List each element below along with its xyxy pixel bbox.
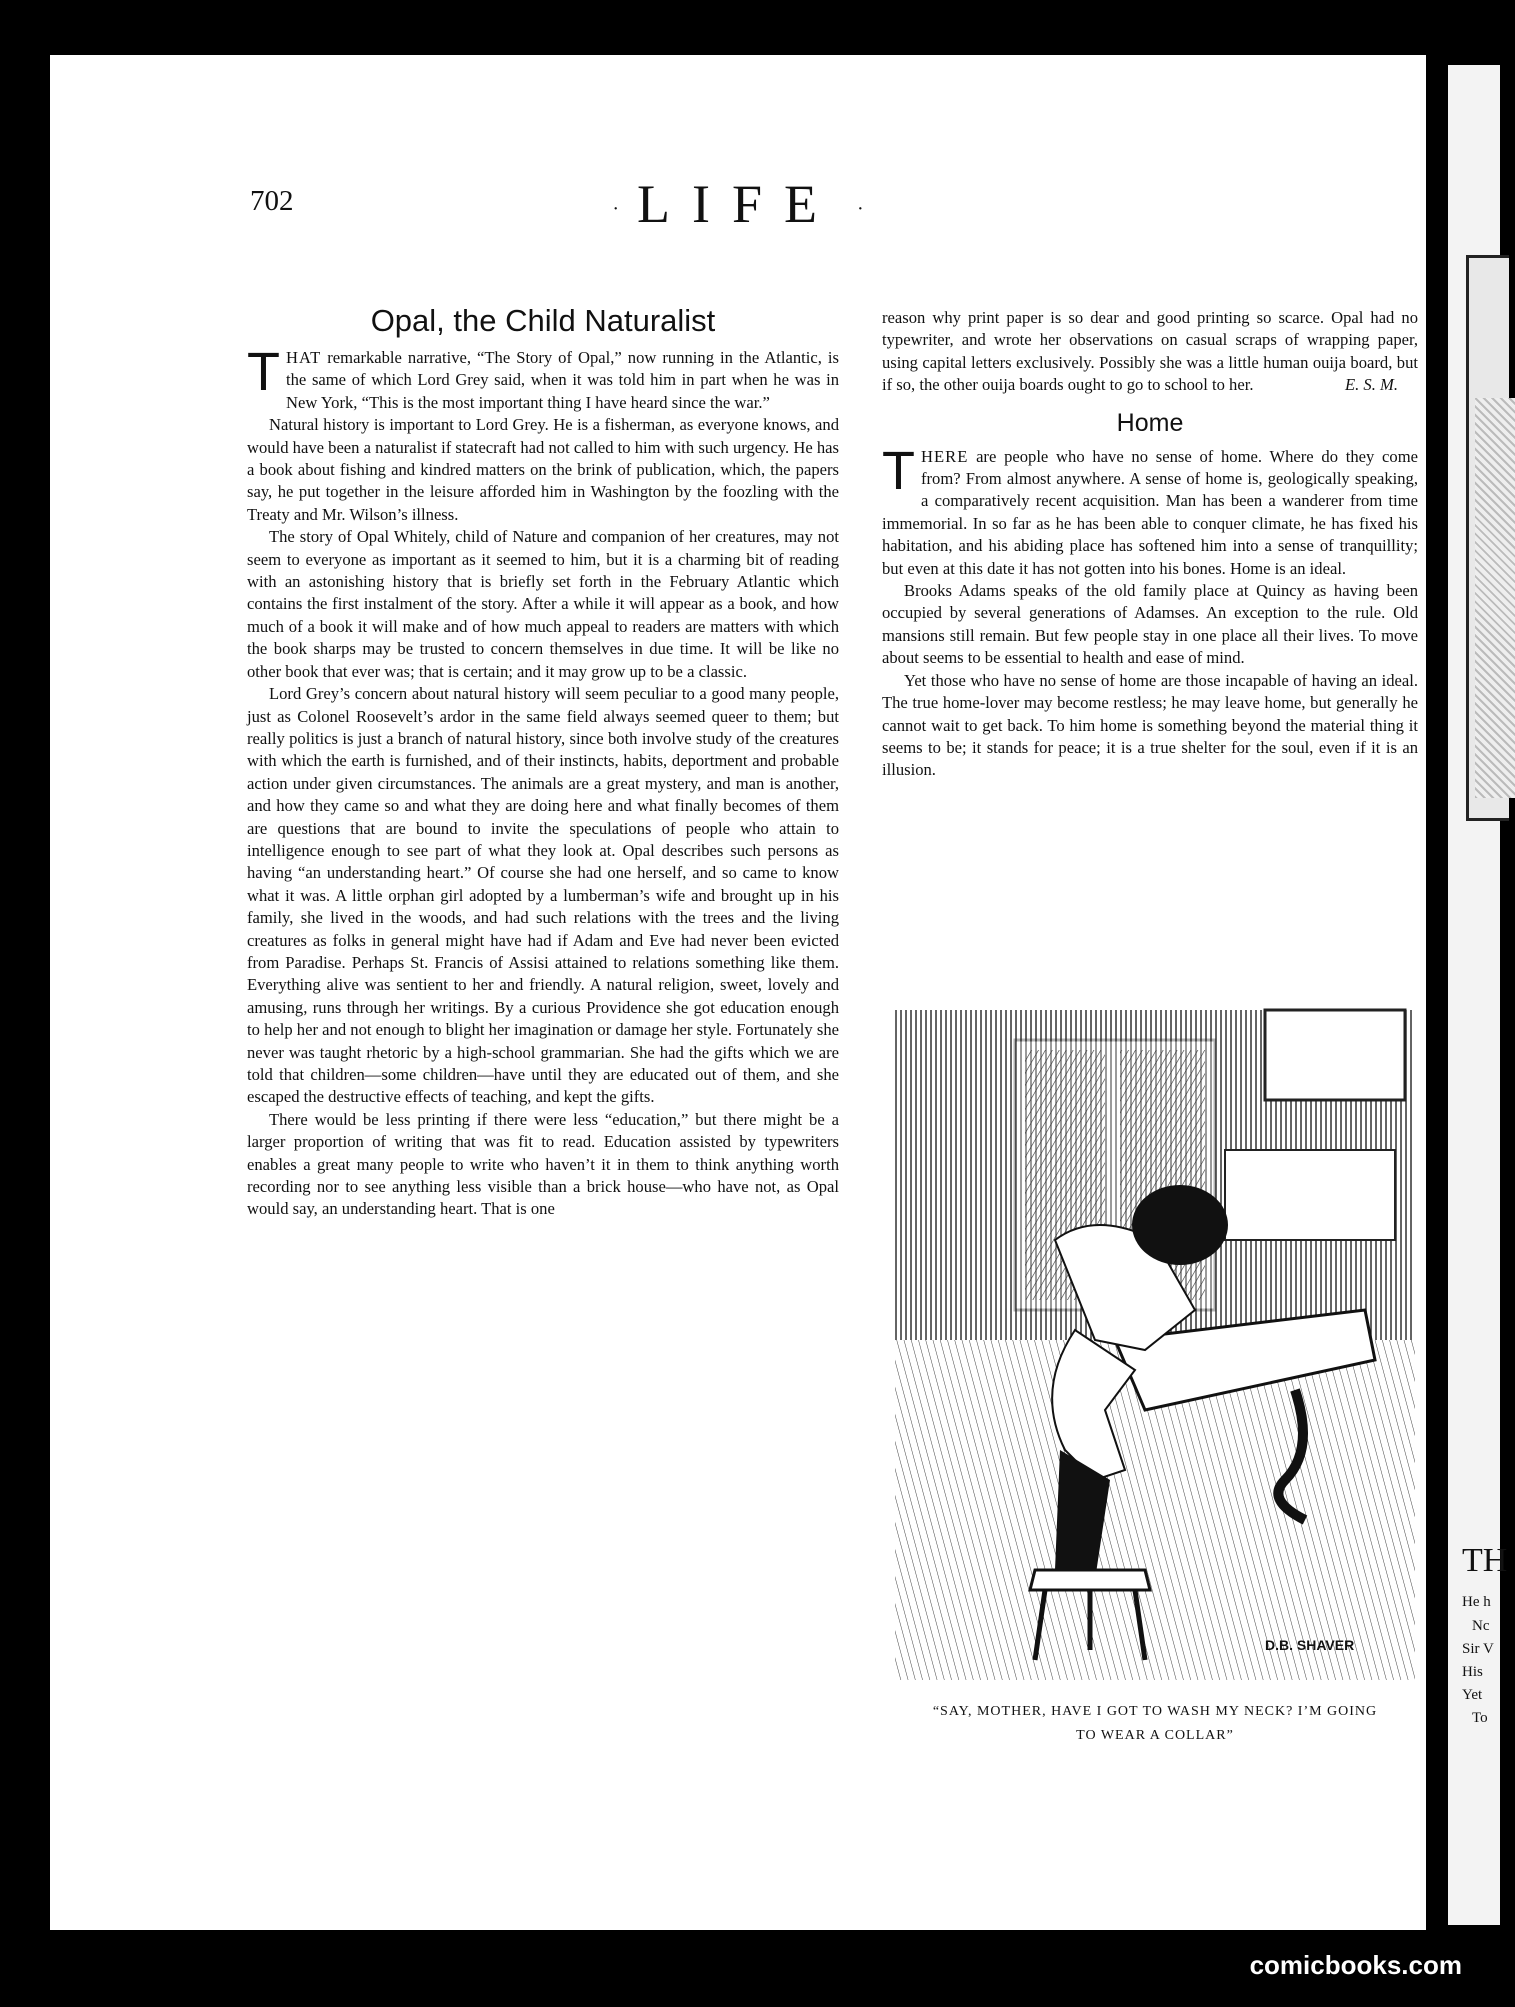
boy-head [1132, 1185, 1228, 1265]
article1-paragraph-2: Natural history is important to Lord Grey. He is a fisherman, as everyone knows, and would have been a naturalist if statecraft had not called to him with such urgency. He has a book about fishing and kindred matters on the brink of publication, which, the papers say, he put together in the leisure afforded him in Washington by the foozling with the Treaty and Mr. Wilson’s illness. [247, 415, 839, 524]
adjacent-illustration-frame [1466, 255, 1509, 821]
watermark: comicbooks.com [1249, 1950, 1462, 1980]
article-title-home: Home [1116, 408, 1184, 437]
author-signature: E. S. M. [1345, 375, 1398, 395]
page-number: 702 [250, 185, 294, 217]
article1-paragraph-5: There would be less printing if there were less “education,” but there might be a larger proportion of writing that was fit to read. Education assisted by typewriters enables a great many people to write who haven’t it in them to think anything worth recording nor to see anything less visible than a brick house—who have not, as Opal would say, an understanding heart. That is one [247, 1109, 839, 1219]
article1-paragraph-4: Lord Grey’s concern about natural history will seem peculiar to a good many people, just as Colonel Roosevelt’s ardor in the same field always seemed queer to them; but really politics is just a branch of natural history, since both involve study of the creatures with which the earth is furnished, and of their instincts, habits, deportment and probable action under given circumstances. The animals are a great mystery, and man is another, and how they came so and what they are doing here and what finally becomes of them are questions that are bound to invite the speculations of people who attain to intelligence enough to see part of what they look at. Opal describes such persons as having “an understanding heart.” Of course she had one herself, and so came to know what it was. A little orphan girl adopted by a lumberman’s wife and brought up in his family, she lived in the woods, and had such relations with the trees and the living creatures as folks in general might have had if Adam and Eve had never been evicted from Paradise. Perhaps St. Francis of Assisi attained to relations something like them. Everything alive was sentient to her and friendly. A natural religion, sweet, lovely and amusing, runs through her writings. By a curious Providence she got education enough to help her and not enough to blight her imagination or damage her style. Fortunately she never was taught rhetoric by a high-school grammarian. She had the gifts which we are told that children—some children—have until they are educated out of them, and she escaped the destructive effects of teaching, and kept the gifts. [247, 684, 839, 1107]
right-column [882, 307, 1418, 782]
drop-cap: T [247, 342, 280, 402]
masthead: · LIFE · [612, 174, 864, 234]
article2-paragraph-1: THERE are people who have no sense of home. Where do they come from? From almost anywhere. A sense of home is, geologically speaking, a comparatively recent acquisition. Man has been a wanderer from time immemorial. In so far as he has been able to conquer climate, he has fixed his habitation, and his abiding place has softened him into a sense of tranquillity; but even at this date it has not gotten into his bones. Home is an ideal. [882, 440, 1418, 578]
article2-paragraph-3: Yet those who have no sense of home are those incapable of having an ideal. The true home-lover may become restless; he may leave home, but generally he cannot wait to get back. To him home is something beyond the material thing it seems to be; it stands for peace; it is a true shelter for the soul, even if it is an illusion. [882, 670, 1418, 780]
masthead-title: LIFE [637, 174, 839, 234]
article1-paragraph-6: reason why print paper is so dear and good printing so scarce. Opal had no typewriter, and wrote her observations on casual scraps of wrapping paper, using capital letters exclusively. Possibly she was a little human ouija board, but if so, the other ouija boards ought to go to school to her. E. S. M. [882, 307, 1418, 397]
article2-paragraph-2: Brooks Adams speaks of the old family place at Quincy as having been occupied by several generations of Adamses. An exception to the rule. Old mansions still remain. But few people stay in one place all their lives. To move about seems to be essential to health and ease of mind. [882, 581, 1418, 668]
article1-paragraph-1: THAT remarkable narrative, “The Story of Opal,” now running in the Atlantic, is the same of which Lord Grey said, when it was told him in part when he was in New York, “This is the most important thing I have heard since the war.” [247, 342, 839, 412]
splash-board [1225, 1150, 1395, 1240]
article-title-opal: Opal, the Child Naturalist [370, 303, 716, 338]
adjacent-page-edge: TH He h Nc Sir V His Yet To [1448, 65, 1500, 1925]
cabinet [1265, 1010, 1405, 1100]
footstool [1030, 1570, 1150, 1590]
magazine-page [50, 55, 1426, 1930]
drop-cap: T [882, 440, 915, 501]
cartoon-illustration [895, 1010, 1415, 1680]
article1-paragraph-3: The story of Opal Whitely, child of Nature and companion of her creatures, may not seem to everyone as important as it seemed to him, but it is a charming bit of reading with an astonishing history that is briefly set forth in the February Atlantic which contains the first instalment of the story. After a while it will appear as a book, and how much of a book it will make and of how much appeal to readers are matters with which the book sharps may be trusted to concern themselves in due time. It will be like no other book that ever was; that is certain; and it may grow up to be a classic. [247, 527, 839, 681]
cartoon-caption: “SAY, MOTHER, HAVE I GOT TO WASH MY NECK? I’M GOING TO WEAR A COLLAR” [932, 1704, 1378, 1743]
artist-signature: D.B. SHAVER [1265, 1637, 1355, 1653]
left-column [247, 303, 839, 1221]
